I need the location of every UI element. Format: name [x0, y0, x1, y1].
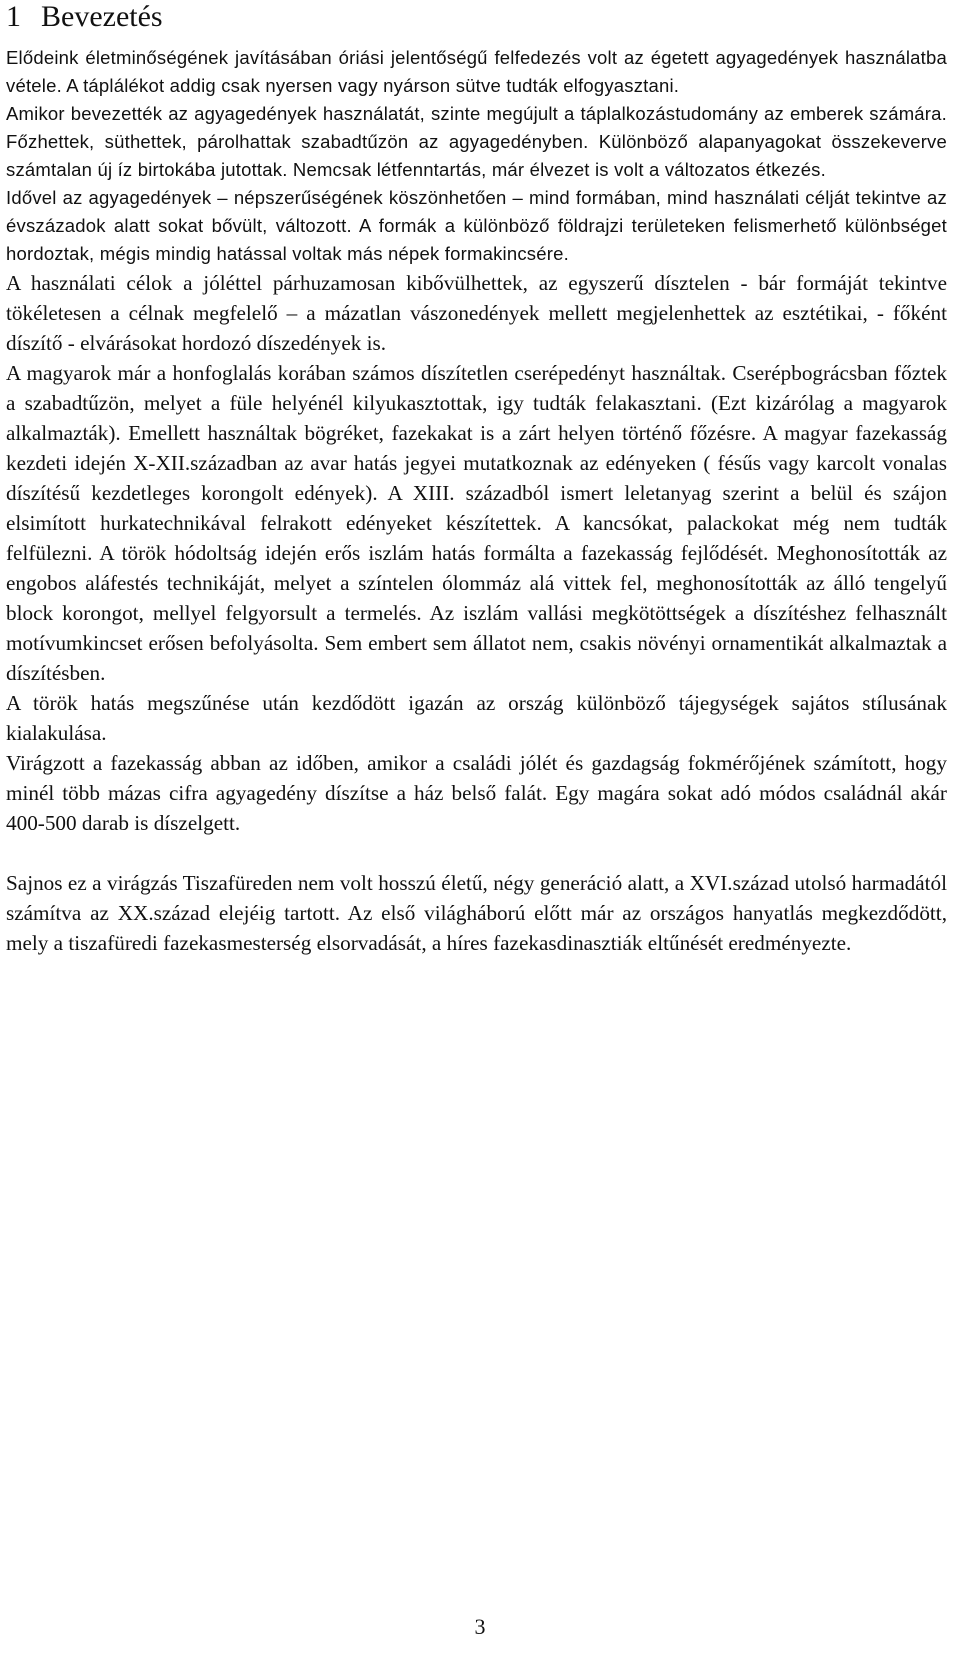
paragraph-intro: Elődeink életminőségének javításában óriási jelentőségű felfedezés volt az égetett agyagedények használatba vétele. A táplálékot addig csak nyersen vagy nyárson sütve tudták elfogyasztani. [6, 47, 947, 96]
paragraph-hungarian-history: A magyarok már a honfoglalás korában számos díszítetlen cserépedényt használtak. Cserépbográcsban főztek a szabadtűzön, melyet a füle helyénél kilyukasztottak, igy tudták felakasztani. (Ezt kizárólag a magyarok alkalmazták). Emellett használtak bögréket, fazekakat is a zárt helyen történő főzésre. A magyar fazekasság kezdeti idején X-XII.században az avar hatás jegyei mutatkoznak az edényeken ( fésűs vagy karcolt vonalas díszítésű kezdetleges korongolt edények). A XIII. századból ismert leletanyag szerint a belül és szájon elsimított hurkatechnikával felrakott edényeket készítettek. A kancsókat, palackokat még nem tudták felfülezni. A török hódoltság idején erős iszlám hatás formálta a fazekasság fejlődését. Meghonosították az engobos aláfestés technikáját, melyet a színtelen ólommáz alá vittek fel, meghonosították az álló tengelyű block korongot, mellyel felgyorsult a termelés. Az iszlám vallási megkötöttségek a díszítéshez felhasznált motívumkincset erősen befolyásolta. Sem embert sem állatot nem, csakis növényi ornamentikát alkalmaztak a díszítésben. [6, 361, 947, 685]
paragraph-regional-styles: A török hatás megszűnése után kezdődött igazán az ország különböző tájegységek sajátos stílusának kialakulása. [6, 691, 947, 745]
paragraph-decorative-ware: A használati célok a jóléttel párhuzamosan kibővülhettek, az egyszerű dísztelen - bár formáját tekintve tökéletesen a célnak megfelelő – a mázatlan vászonedények mellett megjelenhettek az esztétikai, - főként díszítő - elvárásokat hordozó díszedények is. [6, 271, 947, 355]
paragraph-flourishing: Virágzott a fazekasság abban az időben, amikor a családi jólét és gazdagság fokmérőjének számított, hogy minél több mázas cifra agyagedény díszítse a ház belső falát. Egy magára sokat adó módos családnál akár 400-500 darab is díszelgett. [6, 751, 947, 835]
paragraph-introduction-of-pottery: Amikor bevezették az agyagedények használatát, szinte megújult a táplalkozástudomány az emberek számára. Főzhettek, süthettek, párolhattak szabadtűzön az agyagedényben. Különböző alapanyagokat összekeverve számtalan új íz birtokába jutottak. Nemcsak létfenntartás, már élvezet is volt a változatos étkezés. [6, 103, 947, 180]
paragraph-evolution-of-forms: Idővel az agyagedények – népszerűségének köszönhetően – mind formában, mind használati célját tekintve az évszázadok alatt sokat bővült, változott. A formák a különböző földrajzi területeken felismerhető különbséget hordoztak, mégis mindig hatással voltak más népek formakincsére. [6, 187, 947, 264]
section-heading [6, 0, 947, 44]
paragraph-tiszafured-decline: Sajnos ez a virágzás Tiszafüreden nem volt hosszú életű, négy generáció alatt, a XVI.század utolsó harmadától számítva az XX.század elejéig tartott. Az első világháború előtt már az országos hanyatlás megkezdődött, mely a tiszafüredi fazekasmesterség elsorvadását, a híres fazekasdinasztiák eltűnését eredményezte. [6, 871, 947, 955]
document-page [6, 0, 947, 958]
paragraph-spacer [6, 838, 947, 868]
section-title: Bevezetés [41, 0, 163, 33]
page-number: 3 [474, 1614, 486, 1639]
section-number: 1 [6, 0, 21, 33]
